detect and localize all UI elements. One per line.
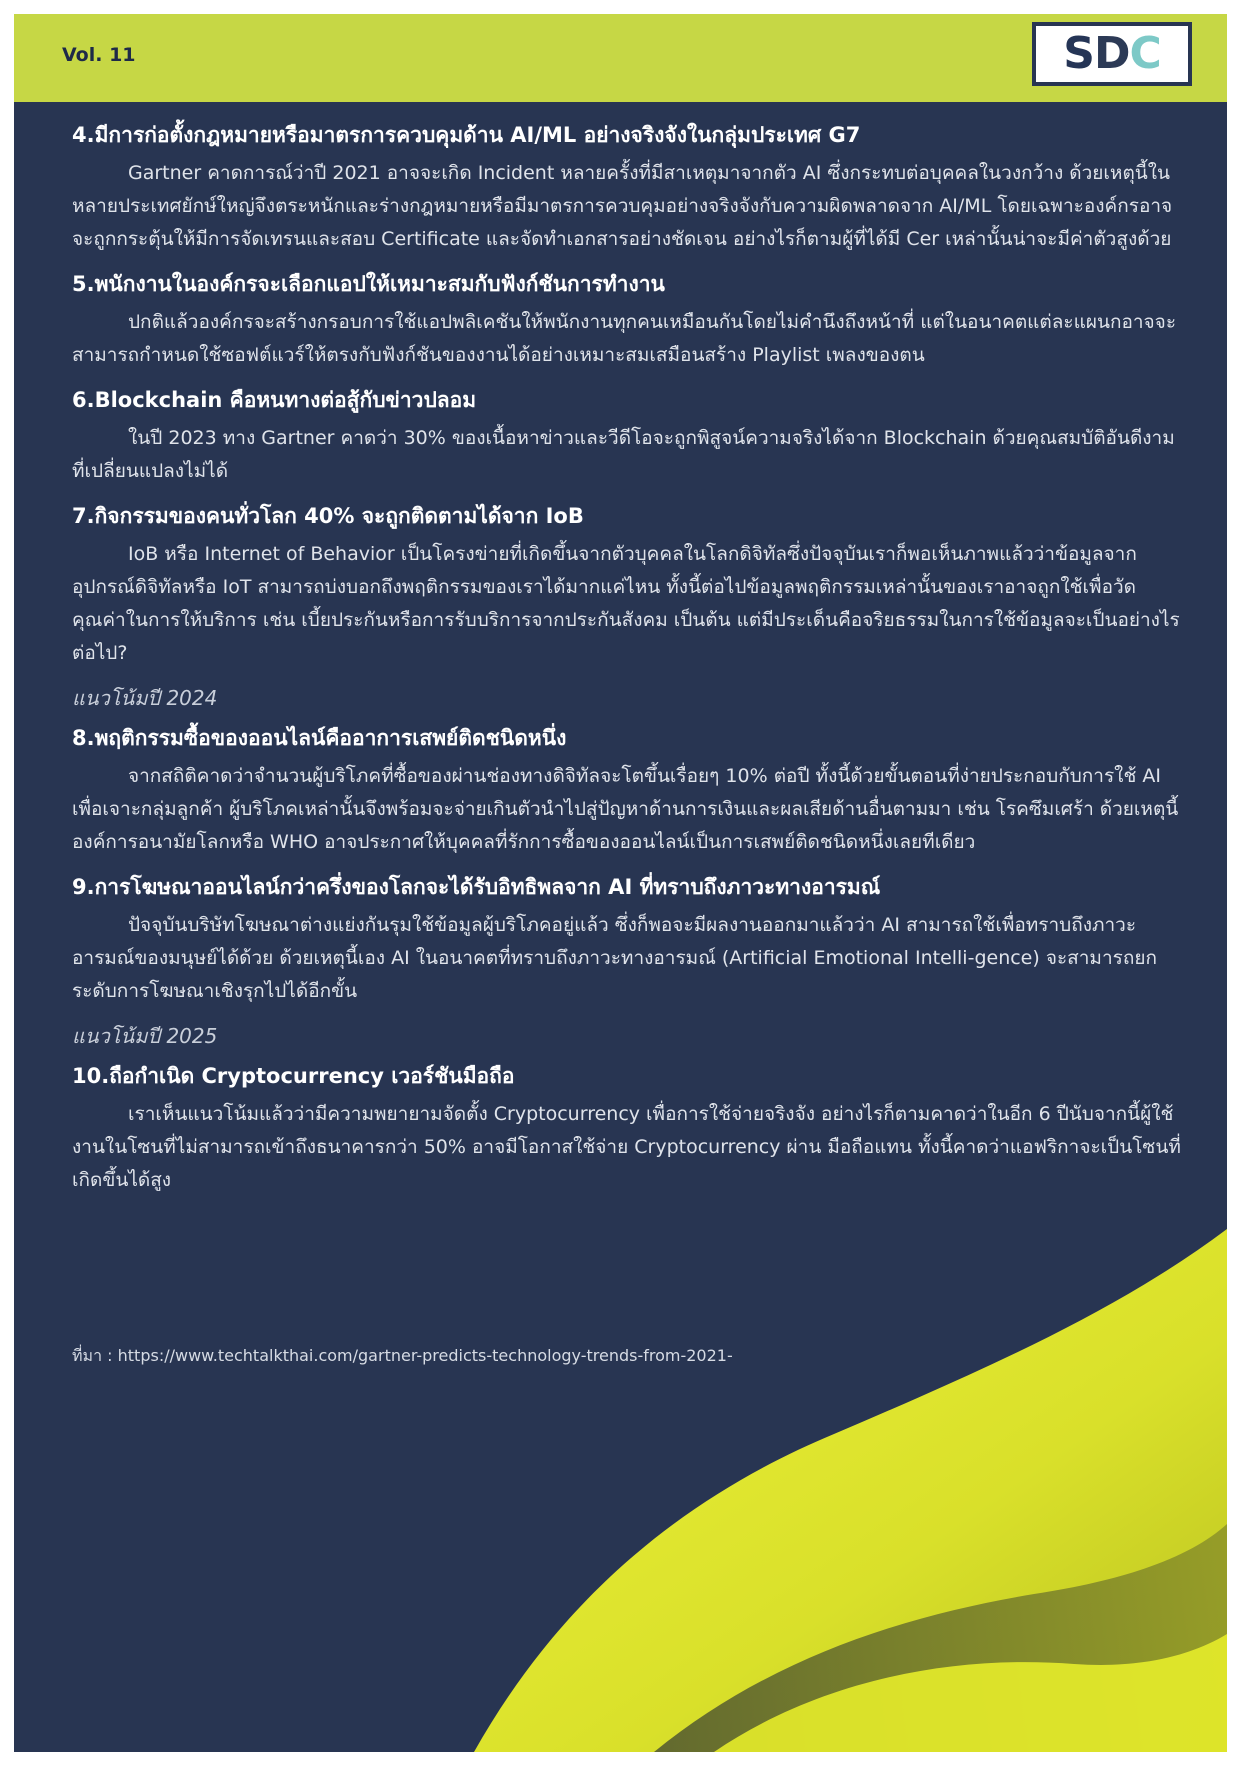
logo-text: SDC — [1063, 28, 1161, 79]
section-body-6: ในปี 2023 ทาง Gartner คาดว่า 30% ของเนื้อหาข่าวและวีดีโอจะถูกพิสูจน์ความจริงได้จาก Blockchain ด้วยคุณสมบัติอันดีงามที่เปลี่ยนแปลงไม่ได้ — [72, 427, 1175, 482]
section-body-7: IoB หรือ Internet of Behavior เป็นโครงข่ายที่เกิดขึ้นจากตัวบุคคลในโลกดิจิทัลซึ่งปัจจุบันเราก็พอเห็นภาพแล้วว่าข้อมูลจากอุปกรณ์ดิจิทัลหรือ IoT สามารถบ่งบอกถึงพฤติกรรมของเราได้มากแค่ไหน ทั้งนี้ต่อไปข้อมูลพฤติกรรมเหล่านั้นของเราอาจถูกใช้เพื่อวัดคุณค่าในการให้บริการ เช่น เบี้ยประกันหรือการรับบริการจากประกันสังคม เป็นต้น แต่มีประเด็นคือจริยธรรมในการใช้ข้อมูลจะเป็นอย่างไรต่อไป? — [72, 543, 1180, 664]
section-heading-4: 4.มีการก่อตั้งกฎหมายหรือมาตรการควบคุมด้าน AI/ML อย่างจริงจังในกลุ่มประเทศ G7 — [72, 123, 861, 147]
section-body-5: ปกติแล้วองค์กรจะสร้างกรอบการใช้แอปพลิเคชันให้พนักงานทุกคนเหมือนกันโดยไม่คำนึงถึงหน้าที่ แต่ในอนาคตแต่ละแผนกอาจจะสามารถกำหนดใช้ซอฟต์แวร์ให้ตรงกับฟังก์ชันของงานได้อย่างเหมาะสมเสมือนสร้าง Playlist เพลงของตน — [72, 311, 1177, 366]
section-body-4: Gartner คาดการณ์ว่าปี 2021 อาจจะเกิด Incident หลายครั้งที่มีสาเหตุมาจากตัว AI ซึ่งกระทบต่อบุคคลในวงกว้าง ด้วยเหตุนี้ในหลายประเทศยักษ์ใหญ่จึงตระหนักและร่างกฎหมายหรือมีมาตรการควบคุมอย่างจริงจังกับความผิดพลาดจาก AI/ML โดยเฉพาะองค์กรอาจจะถูกกระตุ้นให้มีการจัดเทรนและสอบ Certificate และจัดทำเอกสารอย่างชัดเจน อย่างไรก็ตามผู้ที่ได้มี Cer เหล่านั้นน่าจะมีค่าตัวสูงด้วย — [72, 162, 1173, 250]
year-label-2024: แนวโน้มปี 2024 — [72, 686, 218, 710]
section-heading-8: 8.พฤติกรรมซื้อของออนไลน์คืออาการเสพย์ติดชนิดหนึ่ง — [72, 726, 567, 750]
section-heading-10: 10.ถือกำเนิด Cryptocurrency เวอร์ชันมือถือ — [72, 1064, 515, 1088]
page — [14, 14, 1227, 1752]
section-body-9: ปัจจุบันบริษัทโฆษณาต่างแย่งกันรุมใช้ข้อมูลผู้บริโภคอยู่แล้ว ซึ่งก็พอจะมีผลงานออกมาแล้วว่า AI สามารถใช้เพื่อทราบถึงภาวะอารมณ์ของมนุษย์ได้ด้วย ด้วยเหตุนี้เอง AI ในอนาคตที่ทราบถึงภาวะทางอารมณ์ (Artificial Emotional Intelli-gence) จะสามารถยกระดับการโฆษณาเชิงรุกไปได้อีกขั้น — [72, 914, 1157, 1002]
section-heading-6: 6.Blockchain คือหนทางต่อสู้กับข่าวปลอม — [72, 388, 477, 412]
year-label-2025: แนวโน้มปี 2025 — [72, 1024, 218, 1048]
volume-label: Vol. 11 — [62, 44, 136, 66]
section-heading-5: 5.พนักงานในองค์กรจะเลือกแอปให้เหมาะสมกับฟังก์ชันการทำงาน — [72, 272, 665, 296]
section-heading-7: 7.กิจกรรมของคนทั่วโลก 40% จะถูกติดตามได้จาก IoB — [72, 504, 584, 528]
section-body-8: จากสถิติคาดว่าจำนวนผู้บริโภคที่ซื้อของผ่านช่องทางดิจิทัลจะโตขึ้นเรื่อยๆ 10% ต่อปี ทั้งนี้ด้วยขั้นตอนที่ง่ายประกอบกับการใช้ AI เพื่อเจาะกลุ่มลูกค้า ผู้บริโภคเหล่านั้นจึงพร้อมจะจ่ายเกินตัวนำไปสู่ปัญหาด้านการเงินและผลเสียด้านอื่นตามมา เช่น โรคซึมเศร้า ด้วยเหตุนี้องค์การอนามัยโลกหรือ WHO อาจประกาศให้บุคคลที่รักการซื้อของออนไลน์เป็นการเสพย์ติดชนิดหนึ่งเลยทีเดียว — [72, 765, 1179, 853]
source-link[interactable]: ที่มา : https://www.techtalkthai.com/gartner-predicts-technology-trends-from-2021- — [72, 1346, 733, 1365]
article-content — [72, 119, 1182, 1209]
section-heading-9: 9.การโฆษณาออนไลน์กว่าครึ่งของโลกจะได้รับอิทธิพลจาก AI ที่ทราบถึงภาวะทางอารมณ์ — [72, 875, 881, 899]
section-body-10: เราเห็นแนวโน้มแล้วว่ามีความพยายามจัดตั้ง Cryptocurrency เพื่อการใช้จ่ายจริงจัง อย่างไรก็ตามคาดว่าในอีก 6 ปีนับจากนี้ผู้ใช้งานในโซนที่ไม่สามารถเข้าถึงธนาคารกว่า 50% อาจมีโอกาสใช้จ่าย Cryptocurrency ผ่าน มือถือแทน ทั้งนี้คาดว่าแอฟริกาจะเป็นโซนที่เกิดขึ้นได้สูง — [72, 1103, 1181, 1191]
